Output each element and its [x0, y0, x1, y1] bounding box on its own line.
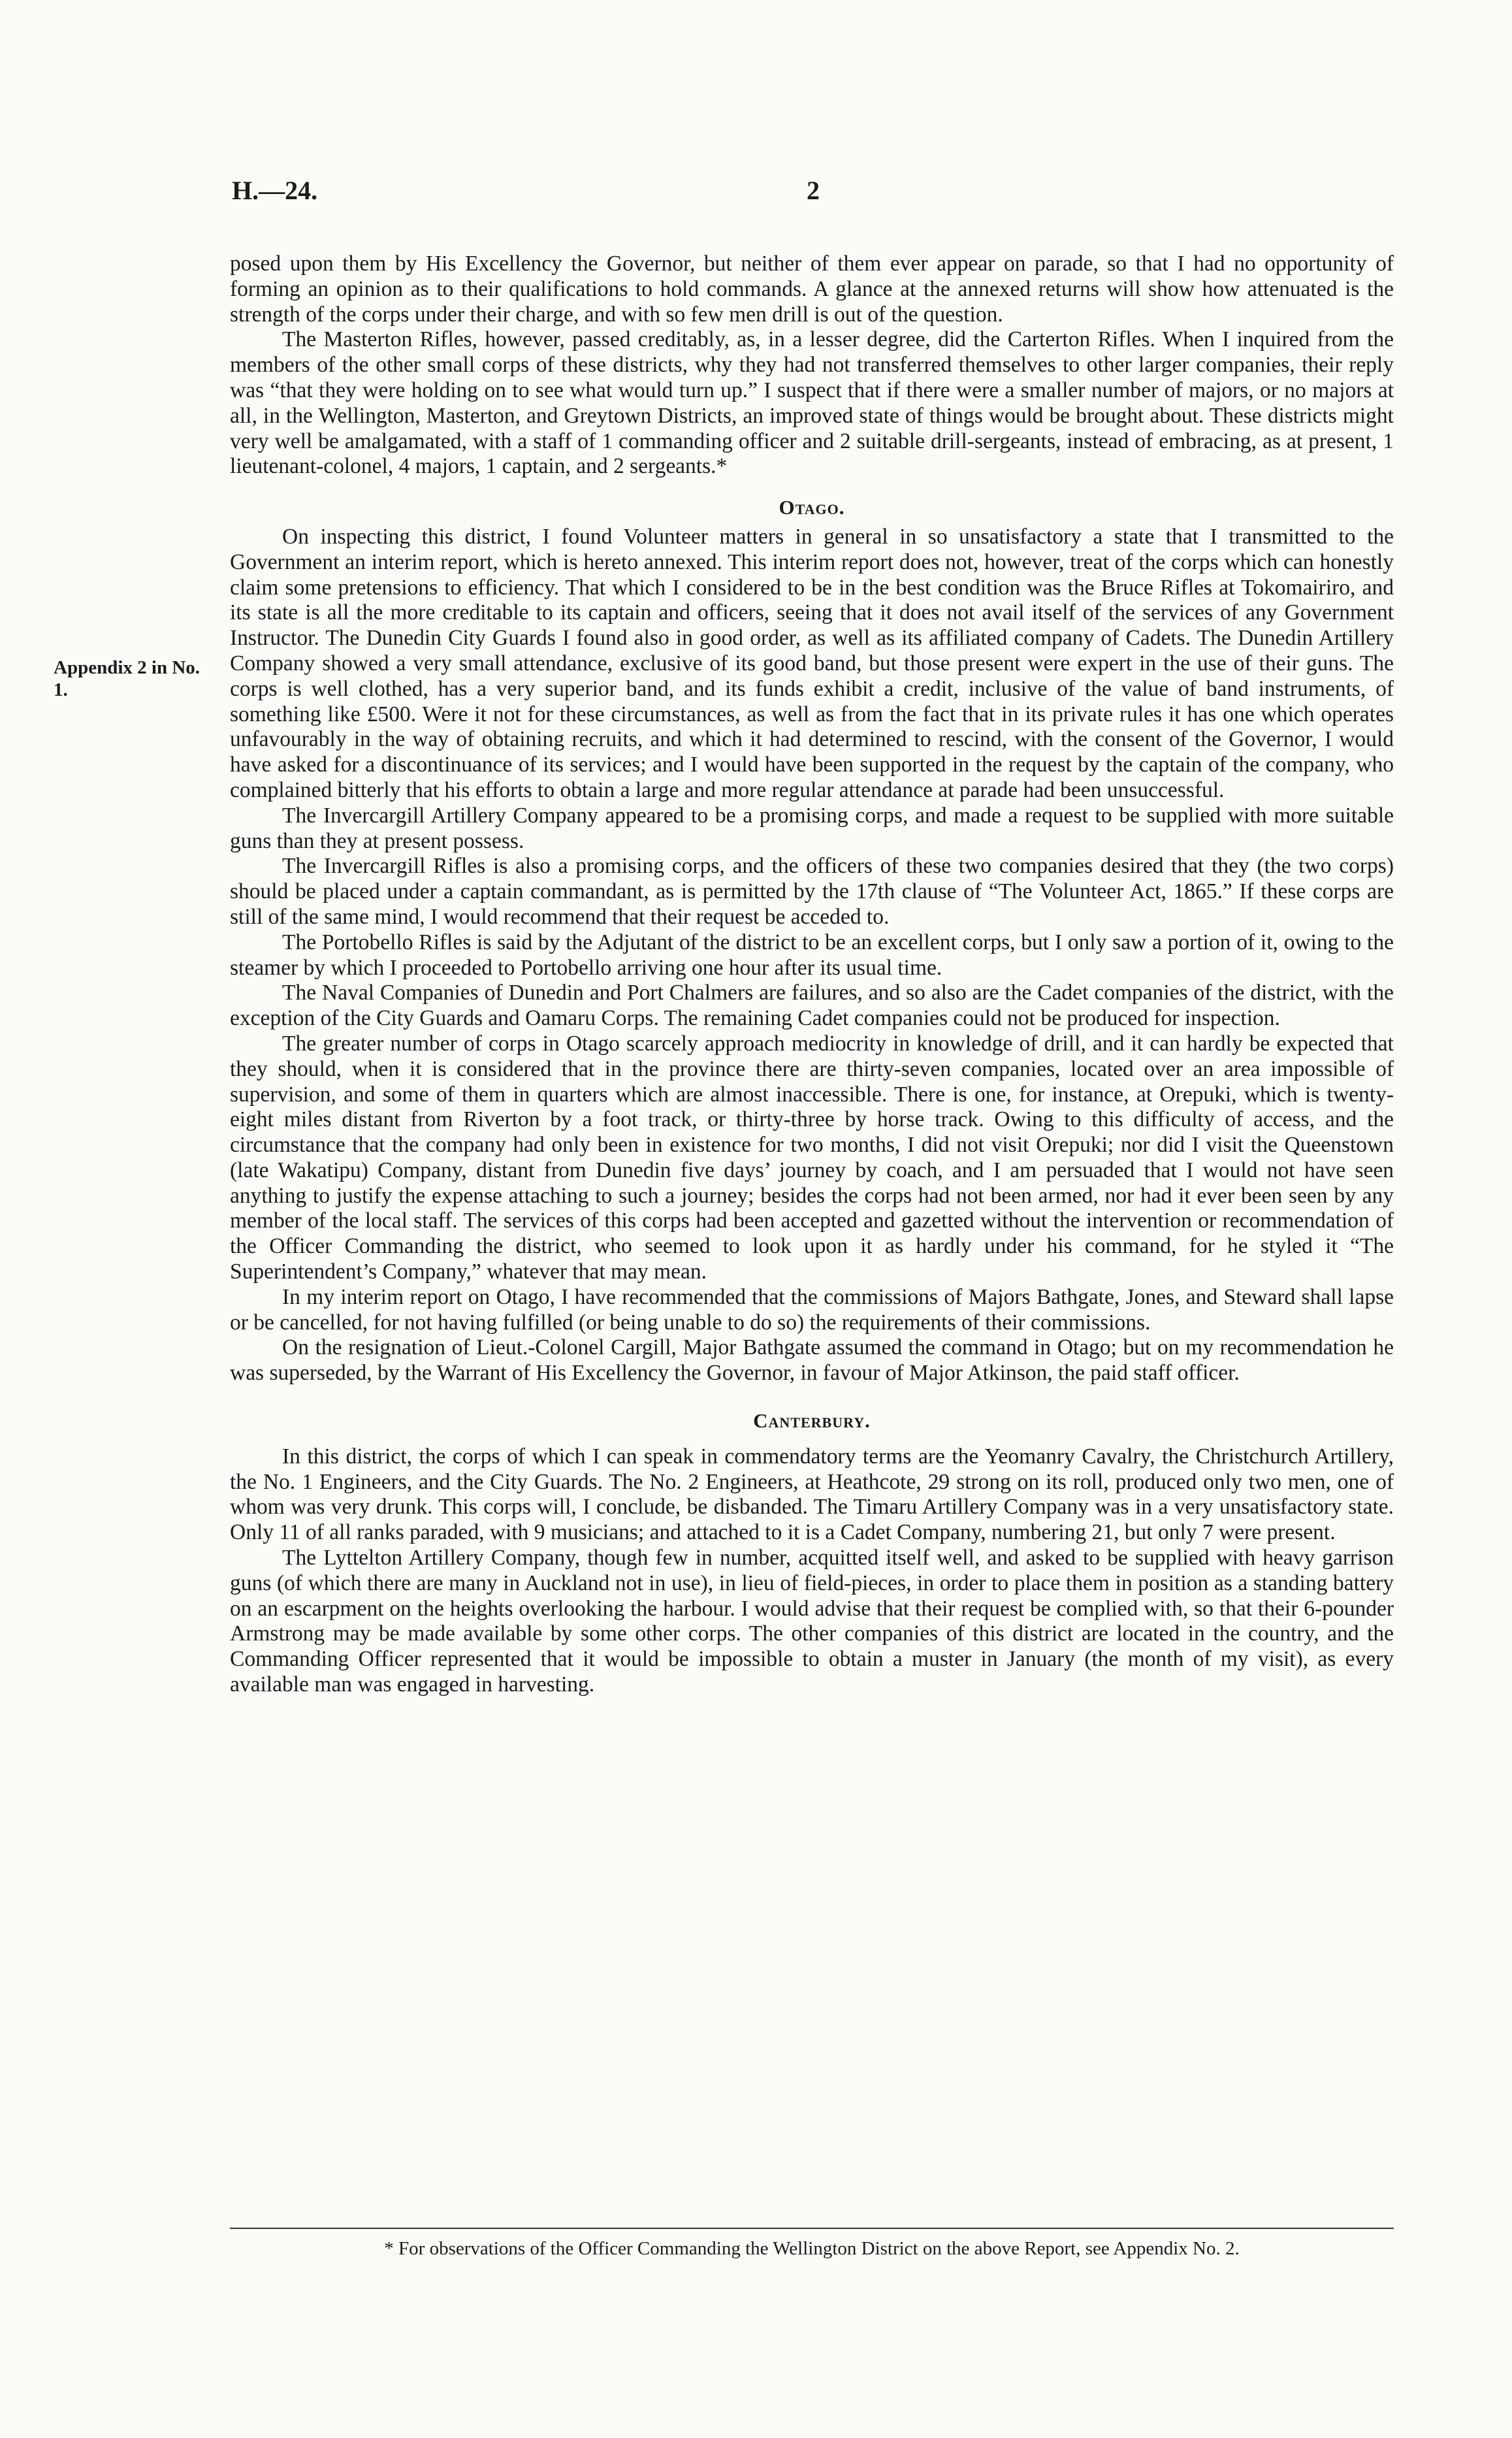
paragraph: posed upon them by His Excellency the Governor, but neither of them ever appear on parade, so that I had no opportunity of forming an opinion as to their qualifications to hold commands. A glance at the annexed returns will show how attenuated is the strength of the corps under their charge, and with so few men drill is out of the question. [230, 252, 1394, 327]
page-number: 2 [807, 176, 820, 205]
paragraph: The Invercargill Artillery Company appeared to be a promising corps, and made a request to be supplied with more suitable guns than they at present possess. [230, 803, 1394, 853]
paragraph: The Portobello Rifles is said by the Adjutant of the district to be an excellent corps, but I only saw a portion of it, owing to the steamer by which I proceeded to Portobello arriving one hour after its usual time. [230, 930, 1394, 980]
paragraph: The greater number of corps in Otago scarcely approach mediocrity in knowledge of drill, and it can hardly be expected that they should, when it is considered that in the province there are thirty-seven companies, located over an area impossible of supervision, and some of them in quarters which are almost inaccessible. There is one, for instance, at Orepuki, which is twenty-eight miles distant from Riverton by a foot track, or thirty-three by horse track. Owing to this difficulty of access, and the circumstance that the company had only been in existence for two months, I did not visit Orepuki; nor did I visit the Queenstown (late Wakatipu) Company, distant from Dunedin five days’ journey by coach, and I am persuaded that I would not have seen anything to justify the expense attaching to such a journey; besides the corps had not been armed, nor had it ever been seen by any member of the local staff. The services of this corps had been accepted and gazetted without the intervention or recommendation of the Officer Commanding the district, who seemed to look upon it as hardly under his command, for he styled it “The Superintendent’s Company,” whatever that may mean. [230, 1031, 1394, 1284]
footnote: * For observations of the Officer Commanding the Wellington District on the above Report, see Appendix No. 2. [384, 2238, 1240, 2259]
margin-note-appendix: Appendix 2 in No. 1. [54, 657, 201, 700]
paragraph: The Invercargill Rifles is also a promising corps, and the officers of these two companies desired that they (the two corps) should be placed under a captain commandant, as is permitted by the 17th clause of “The Volunteer Act, 1865.” If these corps are still of the same mind, I would recommend that their request be acceded to. [230, 854, 1394, 929]
body-text [230, 252, 1394, 1698]
paragraph: The Naval Companies of Dunedin and Port Chalmers are failures, and so also are the Cadet companies of the district, with the exception of the City Guards and Oamaru Corps. The remaining Cadet companies could not be produced for inspection. [230, 981, 1394, 1031]
document-reference: H.—24. [232, 176, 318, 205]
paragraph: The Masterton Rifles, however, passed creditably, as, in a lesser degree, did the Carterton Rifles. When I inquired from the members of the other small corps of these districts, why they had not transferred themselves to other larger companies, their reply was “that they were holding on to see what would turn up.” I suspect that if there were a smaller number of majors, or no majors at all, in the Wellington, Masterton, and Greytown Districts, an improved state of things would be brought about. These districts might very well be amalgamated, with a staff of 1 commanding officer and 2 suitable drill-sergeants, instead of embracing, as at present, 1 lieutenant-colonel, 4 majors, 1 captain, and 2 sergeants.* [230, 327, 1394, 479]
paragraph: On the resignation of Lieut.-Colonel Cargill, Major Bathgate assumed the command in Otago; but on my recommendation he was superseded, by the Warrant of His Excellency the Governor, in favour of Major Atkinson, the paid staff officer. [230, 1335, 1394, 1386]
section-heading-canterbury: Canterbury. [753, 1409, 871, 1433]
page-header [232, 175, 1394, 214]
paragraph: In this district, the corps of which I can speak in commendatory terms are the Yeomanry Cavalry, the Christchurch Artillery, the No. 1 Engineers, and the City Guards. The No. 2 Engineers, at Heathcote, 29 strong on its roll, produced only two men, one of whom was very drunk. This corps will, I conclude, be disbanded. The Timaru Artillery Company was in a very unsatisfactory state. Only 11 of all ranks paraded, with 9 musicians; and attached to it is a Cadet Company, numbering 21, but only 7 were present. [230, 1444, 1394, 1545]
paragraph: The Lyttelton Artillery Company, though few in number, acquitted itself well, and asked to be supplied with heavy garrison guns (of which there are many in Auckland not in use), in lieu of field-pieces, in order to place them in position as a standing battery on an escarpment on the heights overlooking the harbour. I would advise that their request be complied with, so that their 6-pounder Armstrong may be made available by some other corps. The other companies of this district are located in the country, and the Commanding Officer represented that it would be impossible to obtain a muster in January (the month of my visit), as every available man was engaged in harvesting. [230, 1546, 1394, 1697]
section-heading-otago: Otago. [779, 496, 845, 519]
paragraph: On inspecting this district, I found Volunteer matters in general in so unsatisfactory a state that I transmitted to the Government an interim report, which is hereto annexed. This interim report does not, however, treat of the corps which can honestly claim some pretensions to efficiency. That which I considered to be in the best condition was the Bruce Rifles at Tokomairiro, and its state is all the more creditable to its captain and officers, seeing that it does not avail itself of the services of any Government Instructor. The Dunedin City Guards I found also in good order, as well as its affiliated company of Cadets. The Dunedin Artillery Company showed a very small attendance, exclusive of its good band, but those present were expert in the use of their guns. The corps is well clothed, has a very superior band, and its funds exhibit a credit, inclusive of the value of band instruments, of something like £500. Were it not for these circumstances, as well as from the fact that in its private rules it has one which operates unfavourably in the way of obtaining recruits, and which it had determined to rescind, with the consent of the Governor, I would have asked for a discontinuance of its services; and I would have been supported in the request by the captain of the company, who complained bitterly that his efforts to obtain a large and more regular attendance at parade had been unsuccessful. [230, 524, 1394, 802]
footnote-divider [230, 2228, 1394, 2229]
paragraph: In my interim report on Otago, I have recommended that the commissions of Majors Bathgate, Jones, and Steward shall lapse or be cancelled, for not having fulfilled (or being unable to do so) the requirements of their commissions. [230, 1284, 1394, 1335]
